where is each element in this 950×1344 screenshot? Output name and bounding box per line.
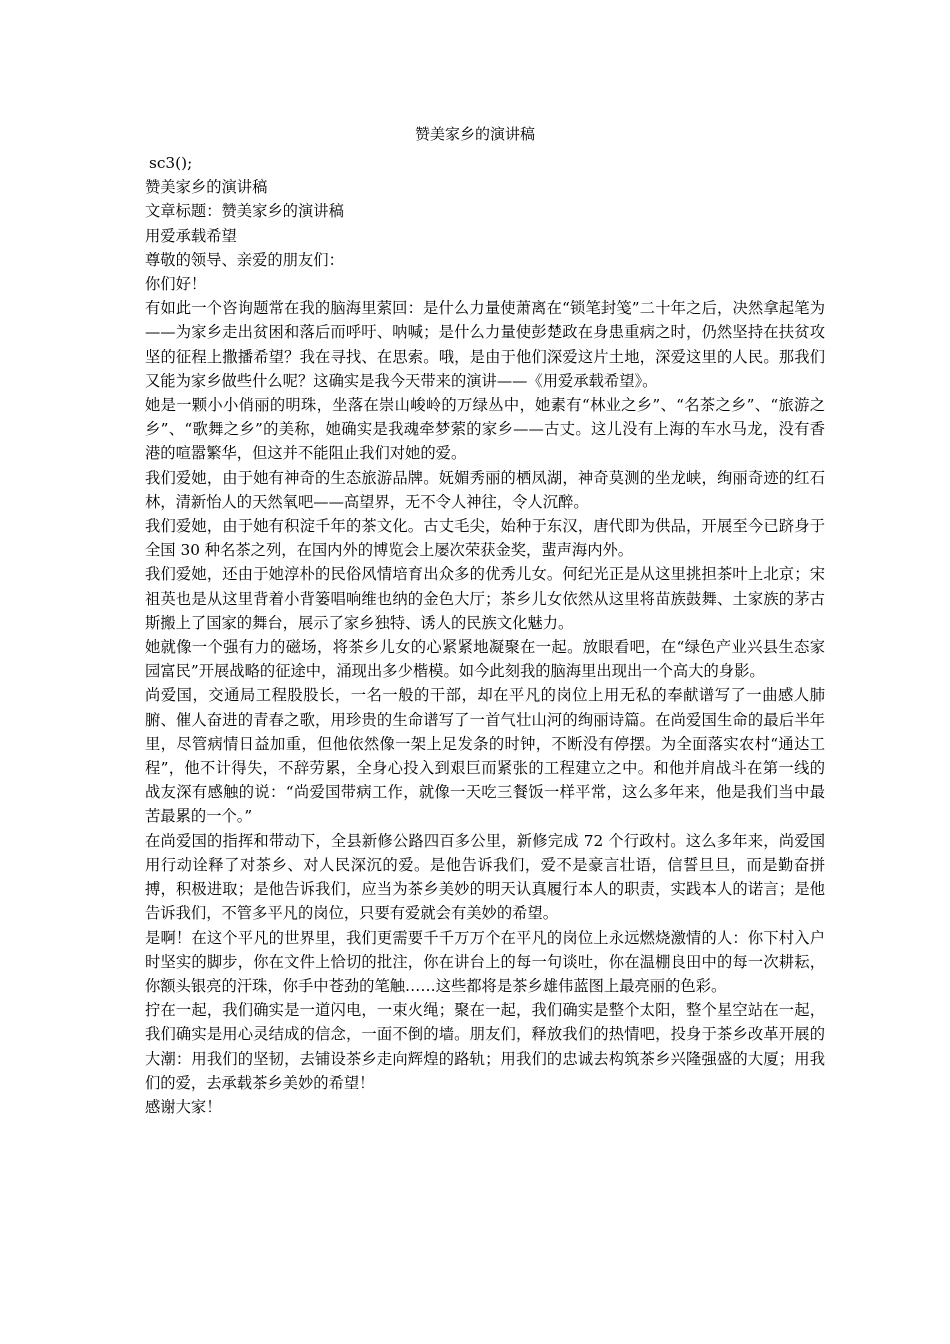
paragraph-tourism: 我们爱她，由于她有神奇的生态旅游品牌。妩媚秀丽的栖凤湖，神奇莫测的坐龙峡，绚丽奇迹的红石林，清新怡人的天然氧吧——高望界，无不令人神往，令人沉醉。 (145, 468, 825, 511)
article-title-line: 文章标题：赞美家乡的演讲稿 (145, 202, 344, 221)
subtitle-line: 用爱承载希望 (145, 226, 237, 245)
paragraph-folk-customs: 我们爱她，还由于她淳朴的民俗风情培育出众多的优秀儿女。何纪光正是从这里挑担茶叶上北京；宋祖英也是从这里背着小背篓唱响维也纳的金色大厅；茶乡儿女依然从这里将苗族鼓舞、土家族的茅古斯搬上了国家的舞台，展示了家乡独特、诱人的民族文化魅力。 (145, 565, 825, 632)
document-body (145, 151, 825, 1119)
paragraph-tea-culture: 我们爱她，由于她有积淀千年的茶文化。古丈毛尖，始种于东汉，唐代即为供品，开展至今已跻身于全国 30 种名茶之列，在国内外的博览会上屡次荣获金奖，蜚声海内外。 (145, 517, 825, 560)
code-line: sc3(); (149, 154, 193, 172)
document-title: 赞美家乡的演讲稿 (414, 125, 535, 143)
greeting-line: 你们好！ (145, 275, 207, 294)
salutation-line: 尊敬的领导、亲爱的朋友们： (145, 250, 344, 269)
heading-line: 赞美家乡的演讲稿 (145, 178, 268, 197)
paragraph-leadership: 在尚爱国的指挥和带动下，全县新修公路四百多公里，新修完成 72 个行政村。这么多年来，尚爱国用行动诠释了对茶乡、对人民深沉的爱。是他告诉我们，爱不是豪言壮语，信誓旦旦，而是勤奋拼搏，积极进取；是他告诉我们，应当为茶乡美妙的明天认真履行本人的职责，实践本人的诺言；是他告诉我们，不管多平凡的岗位，只要有爱就会有美妙的希望。 (145, 831, 825, 923)
paragraph-intro: 有如此一个咨询题常在我的脑海里萦回：是什么力量使萧离在“锁笔封笺”二十年之后，决然拿起笔为——为家乡走出贫困和落后而呼吁、呐喊；是什么力量使彭楚政在身患重病之时，仍然坚持在扶贫攻坚的征程上撒播希望？我在寻找、在思索。哦，是由于他们深爱这片土地，深爱这里的人民。那我们又能为家乡做些什么呢？这确实是我今天带来的演讲——《用爱承载希望》。 (145, 299, 825, 390)
closing-line: 感谢大家！ (145, 1097, 222, 1116)
paragraph-ordinary-world: 是啊！在这个平凡的世界里，我们更需要千千万万个在平凡的岗位上永远燃烧激情的人：你下村入户时坚实的脚步，你在文件上恰切的批注，你在讲台上的每一句谈吐，你在温棚良田中的每一次耕耘，你额头银亮的汗珠，你手中苍劲的笔触……这些都将是茶乡雄伟蓝图上最亮丽的色彩。 (145, 928, 825, 995)
paragraph-shang-aiguo: 尚爱国，交通局工程股股长，一名一般的干部，却在平凡的岗位上用无私的奉献谱写了一曲感人肺腑、催人奋进的青春之歌，用珍贵的生命谱写了一首气壮山河的绚丽诗篇。在尚爱国生命的最后半年里，尽管病情日益加重，但他依然像一架上足发条的时钟，不断没有停摆。为全面落实农村“通达工程”，他不计得失，不辞劳累，全身心投入到艰巨而紧张的工程建立之中。和他并肩战斗在第一线的战友深有感触的说：“尚爱国带病工作，就像一天吃三餐饭一样平常，这么多年来，他是我们当中最苦最累的一个。” (145, 686, 825, 826)
paragraph-magnet: 她就像一个强有力的磁场，将茶乡儿女的心紧紧地凝聚在一起。放眼看吧，在“绿色产业兴县生态家园富民”开展战略的征途中，涌现出多少楷模。如今此刻我的脑海里出现出一个高大的身影。 (145, 638, 825, 681)
paragraph-call-to-action: 拧在一起，我们确实是一道闪电，一束火绳；聚在一起，我们确实是整个太阳，整个星空站在一起，我们确实是用心灵结成的信念，一面不倒的墙。朋友们，释放我们的热情吧，投身于茶乡改革开展的大潮：用我们的坚韧，去铺设茶乡走向辉煌的路轨；用我们的忠诚去构筑茶乡兴隆强盛的大厦；用我们的爱，去承载茶乡美妙的希望！ (145, 1001, 825, 1092)
paragraph-hometown: 她是一颗小小俏丽的明珠，坐落在崇山峻岭的万绿丛中，她素有“林业之乡”、“名茶之乡”、“旅游之乡”、“歌舞之乡”的美称，她确实是我魂牵梦萦的家乡——古丈。这儿没有上海的车水马龙，没有香港的喧嚣繁华，但这并不能阻止我们对她的爱。 (145, 396, 825, 463)
